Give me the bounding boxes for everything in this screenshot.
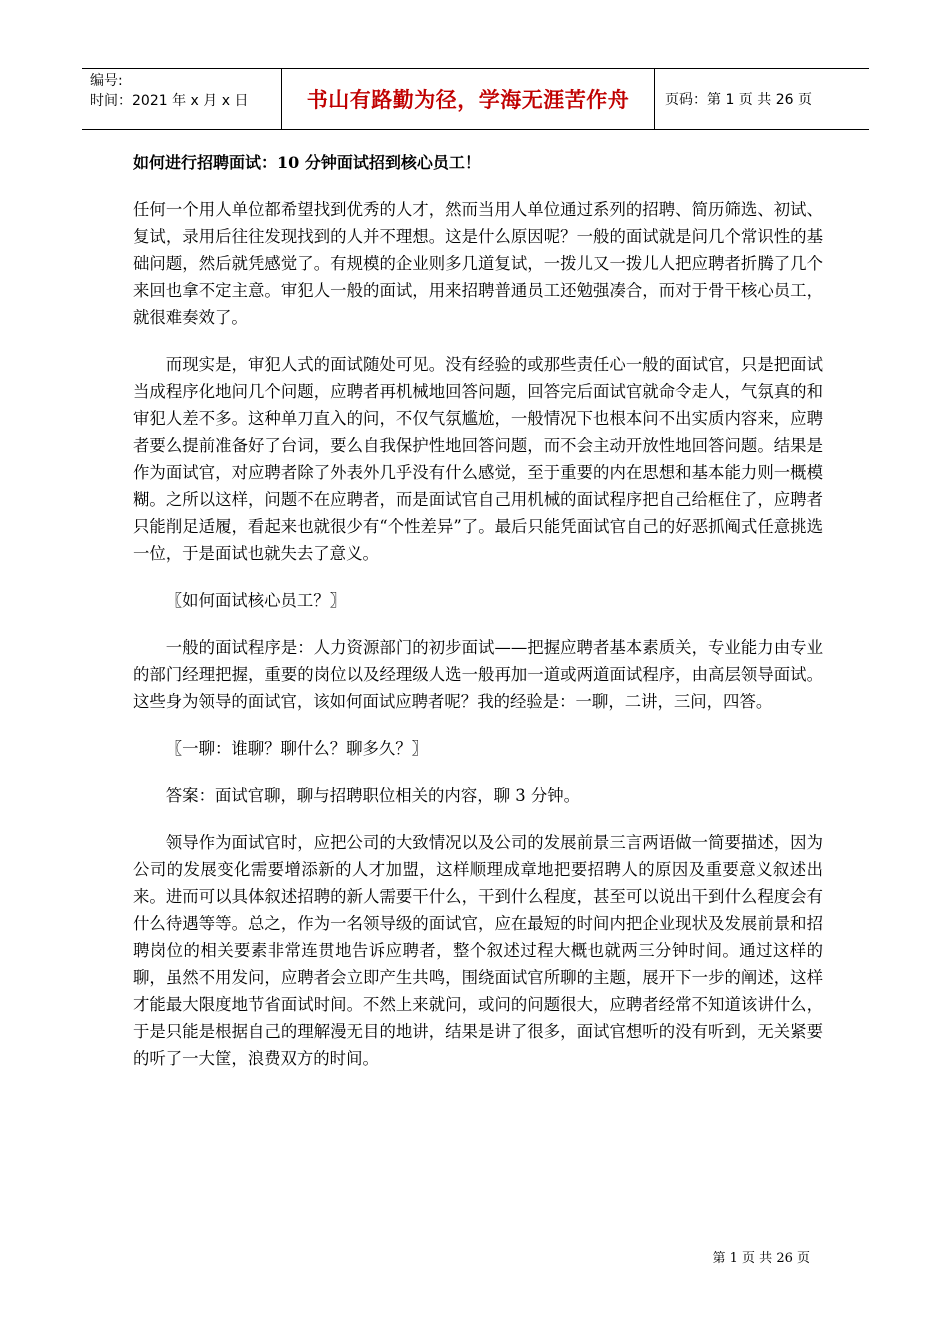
page-footer: 第 1 页 共 26 页 xyxy=(712,1251,810,1266)
paragraph: 领导作为面试官时，应把公司的大致情况以及公司的发展前景三言两语做一简要描述，因为公司的发展变化需要增添新的人才加盟，这样顺理成章地把要招聘人的原因及重要意义叙述出来。进而可以具体叙述招聘的新人需要干什么，干到什么程度，甚至可以说出干到什么程度会有什么待遇等等。总之，作为一名领导级的面试官，应在最短的时间内把企业现状及发展前景和招聘岗位的相关要素非常连贯地告诉应聘者，整个叙述过程大概也就两三分钟时间。通过这样的聊，虽然不用发问，应聘者会立即产生共鸣，围绕面试官所聊的主题，展开下一步的阐述，这样才能最大限度地节省面试时间。不然上来就问，或问的问题很大，应聘者经常不知道该讲什么，于是只能是根据自己的理解漫无目的地讲，结果是讲了很多，面试官想听的没有听到，无关紧要的听了一大筐，浪费双方的时间。 xyxy=(133,833,823,1068)
paragraph: 一般的面试程序是：人力资源部门的初步面试——把握应聘者基本素质关，专业能力由专业的部门经理把握，重要的岗位以及经理级人选一般再加一道或两道面试程序，由高层领导面试。这些身为领导的面试官，该如何面试应聘者呢？我的经验是：一聊，二讲，三问，四答。 xyxy=(133,638,823,711)
document-number-label: 编号: xyxy=(90,73,123,89)
document-date-label: 时间：2021 年 x 月 x 日 xyxy=(90,93,249,109)
document-title: 如何进行招聘面试：10 分钟面试招到核心员工！ xyxy=(133,153,481,172)
header-page-label: 页码：第 1 页 共 26 页 xyxy=(665,92,812,108)
paragraph: 而现实是，审犯人式的面试随处可见。没有经验的或那些责任心一般的面试官，只是把面试当成程序化地问几个问题，应聘者再机械地回答问题，回答完后面试官就命令走人，气氛真的和审犯人差不多。这种单刀直入的问，不仅气氛尴尬，一般情况下也根本问不出实质内容来，应聘者要么提前准备好了台词，要么自我保护性地回答问题，而不会主动开放性地回答问题。结果是作为面试官，对应聘者除了外表外几乎没有什么感觉，至于重要的内在思想和基本能力则一概模糊。之所以这样，问题不在应聘者，而是面试官自己用机械的面试程序把自己给框住了，应聘者只能削足适履，看起来也就很少有“个性差异”了。最后只能凭面试官自己的好恶抓阄式任意挑选一位，于是面试也就失去了意义。 xyxy=(133,355,823,563)
page-header xyxy=(82,68,869,130)
document-body xyxy=(133,150,823,1092)
header-meta xyxy=(82,69,282,129)
header-motto: 书山有路勤为径，学海无涯苦作舟 xyxy=(282,69,655,129)
section-heading: 〖如何面试核心员工？〗 xyxy=(165,591,347,610)
paragraph-intro: 任何一个用人单位都希望找到优秀的人才，然而当用人单位通过系列的招聘、简历筛选、初试、复试，录用后往往发现找到的人并不理想。这是什么原因呢？一般的面试就是问几个常识性的基础问题，然后就凭感觉了。有规模的企业则多几道复试，一拨儿又一拨儿人把应聘者折腾了几个来回也拿不定主意。审犯人一般的面试，用来招聘普通员工还勉强凑合，而对于骨干核心员工，就很难奏效了。 xyxy=(133,200,823,327)
paragraph: 答案：面试官聊，聊与招聘职位相关的内容，聊 3 分钟。 xyxy=(165,786,581,805)
section-heading: 〖一聊：谁聊？聊什么？聊多久？〗 xyxy=(165,739,429,758)
